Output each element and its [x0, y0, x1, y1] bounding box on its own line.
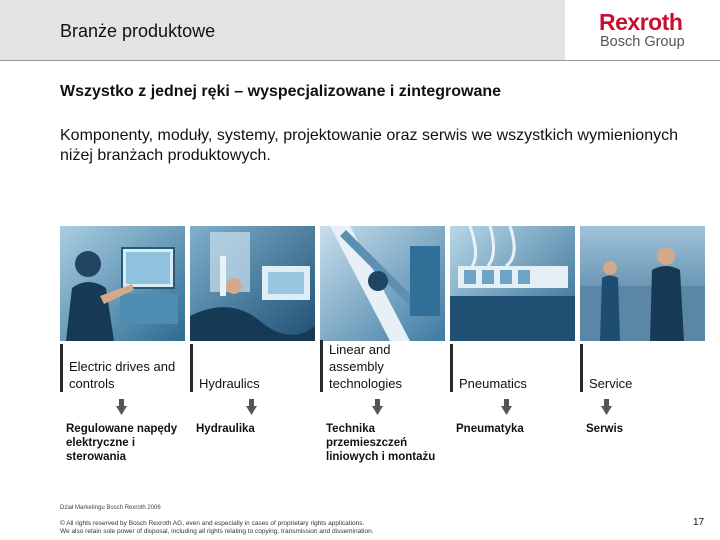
service-technicians-photo: [580, 226, 705, 341]
intro-text: Komponenty, moduły, systemy, projektowanie oraz serwis we wszystkich wymienionych niżej branżach produktowych.: [60, 127, 678, 164]
down-arrow-icon: [372, 399, 383, 415]
polish-label-electric: Regulowane napędy elektryczne i sterowania: [66, 423, 178, 463]
category-label: Linear and assembly technologies: [329, 342, 402, 391]
category-service: [580, 344, 633, 392]
operator-control-panel-photo: [60, 226, 185, 341]
page-number: 17: [693, 517, 705, 528]
category-label: Hydraulics: [199, 376, 260, 391]
header-divider: [0, 60, 720, 61]
hydraulic-machine-photo: [190, 226, 315, 341]
copyright-line: We also retain sole power of disposal, including all rights relating to copying, transmission and dissemination.: [60, 528, 374, 535]
category-label: Service: [589, 376, 633, 391]
pneumatic-valves-photo: [450, 226, 575, 341]
copyright-line: © All rights reserved by Bosch Rexroth AG, even and especially in cases of proprietary rights applications.: [60, 520, 365, 527]
down-arrow-icon: [116, 399, 127, 415]
down-arrow-icon: [501, 399, 512, 415]
logo-wordmark: Rexroth: [599, 9, 683, 35]
page-title: Branże produktowe: [60, 21, 216, 41]
down-arrow-icon: [246, 399, 257, 415]
rexroth-logo: [565, 0, 720, 60]
footer-copyright: [60, 520, 374, 536]
polish-label-linear: Technika przemieszczeń liniowych i montażu: [326, 423, 436, 463]
down-arrow-icon: [601, 399, 612, 415]
footer-department: Dział Marketingu Bosch Rexroth 2006: [60, 505, 161, 511]
category-hydraulics: [190, 344, 260, 392]
polish-label-hydraulics: Hydraulika: [196, 423, 255, 435]
headline: Wszystko z jednej ręki – wyspecjalizowane i zintegrowane: [60, 83, 502, 100]
header-band: [0, 0, 565, 60]
category-electric-drives: [60, 344, 176, 392]
linear-axis-photo: [320, 226, 445, 341]
category-pneumatics: [450, 344, 527, 392]
polish-label-service: Serwis: [586, 423, 624, 435]
polish-label-pneumatics: Pneumatyka: [456, 423, 524, 435]
category-linear-assembly: [320, 340, 402, 392]
logo-subtitle: Bosch Group: [600, 34, 685, 50]
category-label: Electric drives and controls: [69, 359, 176, 391]
category-label: Pneumatics: [459, 376, 527, 391]
